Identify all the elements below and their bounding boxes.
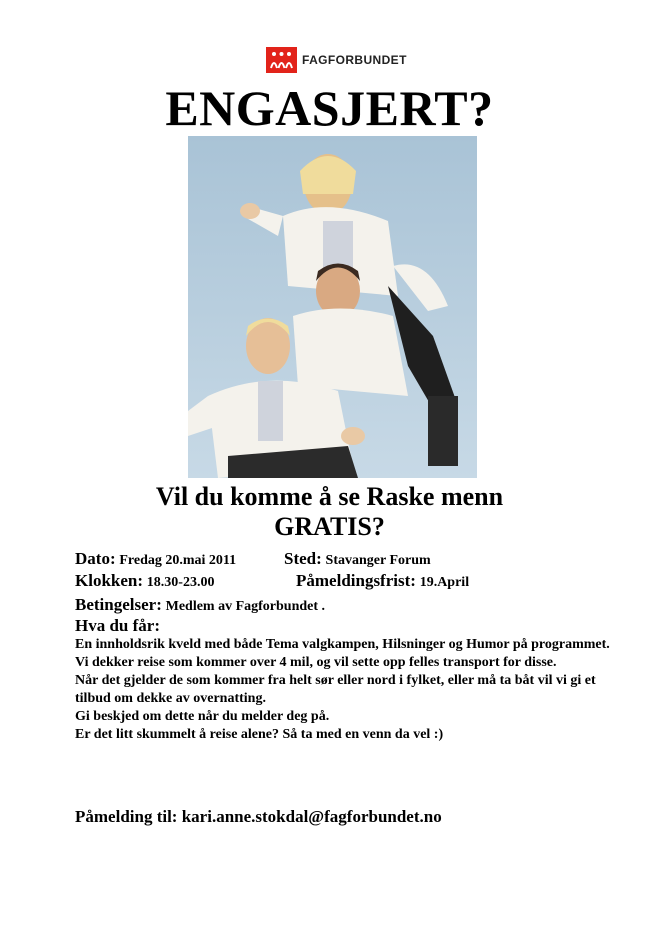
hva-label: Hva du får: [75,616,160,635]
body-paragraph: Når det gjelder de som kommer fra helt sør eller nord i fylket, eller må ta båt vil vi gi et tilbud om dekke av overnatting. [75,673,596,706]
sted-label: Sted: [284,549,322,568]
headline: ENGASJERT? [165,80,494,136]
signup-email[interactable]: kari.anne.stokdal@fagforbundet.no [181,807,442,826]
body-paragraph: Er det litt skummelt å reise alene? Så ta med en venn da vel :) [75,727,444,742]
body-paragraph: Gi beskjed om dette når du melder deg på. [75,709,330,724]
dato-row [75,549,236,569]
question-line-1: Vil du komme å se Raske menn [155,482,504,511]
fagforbundet-logo [266,47,407,73]
fagforbundet-logo-icon [266,47,297,73]
betingelser-value: Medlem av Fagforbundet . [165,599,326,614]
sted-row [284,549,431,569]
frist-label: Påmeldingsfrist: [296,571,416,590]
klokken-value: 18.30-23.00 [146,575,215,590]
betingelser-row [75,595,325,615]
body-paragraph: Vi dekker reise som kommer over 4 mil, og vil sette opp felles transport for disse. [75,655,557,670]
betingelser-label: Betingelser: [75,595,162,614]
signup-line [75,807,442,827]
logo-text: FAGFORBUNDET [302,53,407,67]
sted-value: Stavanger Forum [325,553,431,568]
event-question [0,482,659,542]
frist-row [296,571,469,591]
signup-label: Påmelding til: [75,807,178,826]
hva-row [75,616,160,636]
klokken-label: Klokken: [75,571,144,590]
body-paragraph: En innholdsrik kveld med både Tema valgkampen, Hilsninger og Humor på programmet. [75,637,610,652]
frist-value: 19.April [419,575,470,590]
question-line-2: GRATIS? [274,512,385,541]
dato-label: Dato: [75,549,116,568]
performers-photo [188,136,477,478]
klokken-row [75,571,214,591]
body-text [75,636,615,744]
dato-value: Fredag 20.mai 2011 [119,553,237,568]
